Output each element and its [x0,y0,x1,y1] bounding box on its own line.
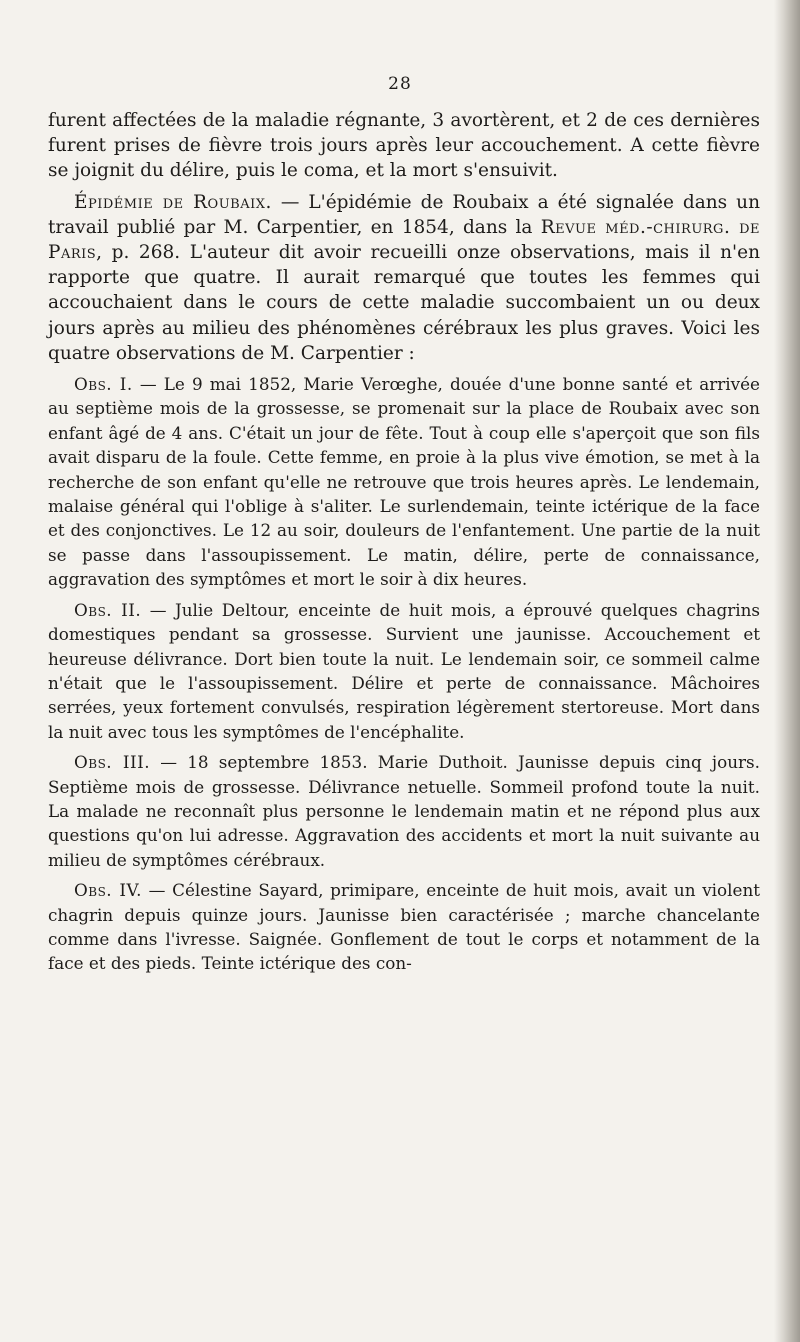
observation-4 [48,878,760,976]
continuation-text: furent affectées de la maladie régnante, 3 avortèrent, et 2 de ces dernières furent prises de fièvre trois jours après leur accouchement. A cette fièvre se joignit du délire, puis le coma, et la mort s'ensuivit. [48,110,760,182]
paragraph-continuation [48,108,760,184]
observation-4-text: — Célestine Sayard, primipare, enceinte de huit mois, avait un violent chagrin depuis quinze jours. Jaunisse bien caractérisée ; marche chancelante comme dans l'ivresse. Saignée. Gonflement de tout le corps et notamment de la face et des pieds. Teinte ictérique des con- [48,880,760,974]
page-edge-shadow [774,0,800,1342]
section-heading-roubaix: Épidémie de Roubaix. [74,191,272,213]
observation-1 [48,372,760,592]
roubaix-text-1: — L'épidémie de Roubaix a été signalée dans un travail publié par M. Carpentier, en 1854, dans la [48,191,760,238]
observation-3 [48,750,760,872]
observation-2 [48,598,760,744]
observation-3-text: — 18 septembre 1853. Marie Duthoit. Jaunisse depuis cinq jours. Septième mois de grossesse. Délivrance netuelle. Sommeil profond toute la nuit. La malade ne reconnaît plus personne le lendemain matin et ne répond plus aux questions qu'on lui adresse. Aggravation des accidents et mort la nuit suivante au milieu de symptômes cérébraux. [48,752,760,870]
observation-1-text: — Le 9 mai 1852, Marie Verœghe, douée d'une bonne santé et arrivée au septième mois de la grossesse, se promenait sur la place de Roubaix avec son enfant âgé de 4 ans. C'était un jour de fête. Tout à coup elle s'aperçoit que son fils avait disparu de la foule. Cette femme, en proie à la plus vive émotion, se met à la recherche de son enfant qu'elle ne retrouve que trois heures après. Le lendemain, malaise général qui l'oblige à s'aliter. Le surlendemain, teinte ictérique de la face et des conjonctives. Le 12 au soir, douleurs de l'enfantement. Une partie de la nuit se passe dans l'assoupissement. Le matin, délire, perte de connaissance, aggravation des symptômes et mort le soir à dix heures. [48,374,760,590]
observation-2-label: Obs. II. [74,599,142,620]
observation-1-label: Obs. I. [74,374,133,395]
observation-2-text: — Julie Deltour, enceinte de huit mois, a éprouvé quelques chagrins domestiques pendant sa grossesse. Survient une jaunisse. Accouchement et heureuse délivrance. Dort bien toute la nuit. Le lendemain soir, ce sommeil calme n'était que le l'assoupissement. Délire et perte de connaissance. Mâchoires serrées, yeux fortement convulsés, respiration légèrement stertoreuse. Mort dans la nuit avec tous les symptômes de l'encéphalite. [48,599,761,742]
observation-4-label: Obs. IV. [74,880,142,901]
page-number: 28 [388,74,412,94]
page-body [48,108,760,976]
roubaix-text-2: , p. 268. L'auteur dit avoir recueilli onze observations, mais il n'en rapporte que quatre. Il aurait remarqué que toutes les femmes qui accouchaient dans le cours de cette maladie succombaient un ou deux jours après au milieu des phénomènes cérébraux les plus graves. Voici les quatre observations de M. Carpentier : [48,242,760,364]
observation-3-label: Obs. III. [74,752,151,773]
paragraph-roubaix-epidemic [48,190,760,366]
journal-title: Revue méd.-chirurg. de Paris [48,216,761,264]
